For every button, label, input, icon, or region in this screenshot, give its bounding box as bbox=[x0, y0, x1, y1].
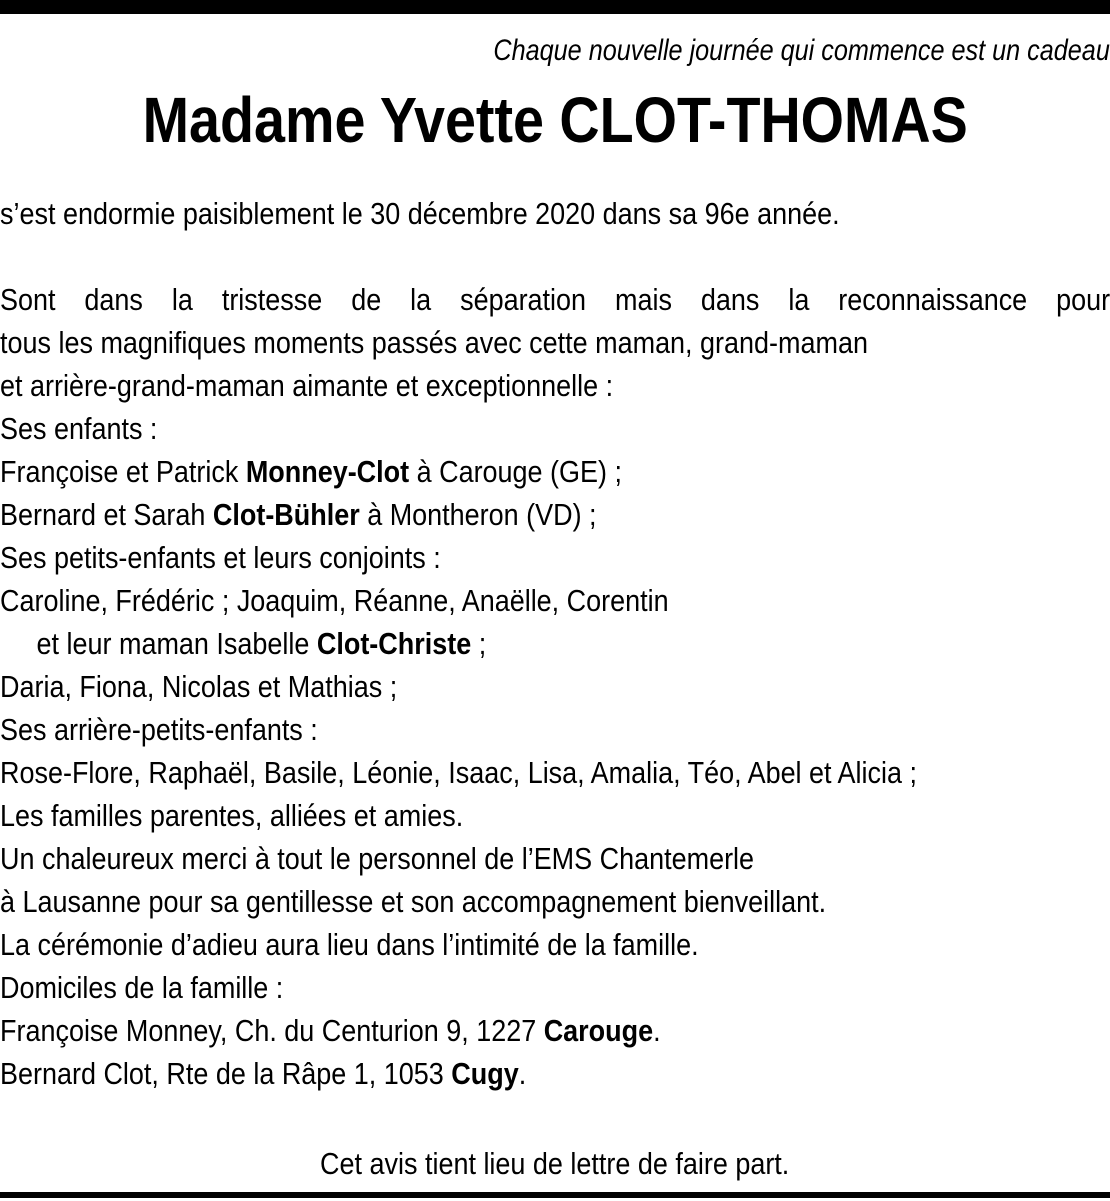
domiciles-heading: Domiciles de la famille : bbox=[0, 970, 284, 1005]
child-entry: Bernard et Sarah Clot-Bühler à Montheron (VD) ; bbox=[0, 497, 597, 532]
notice-body bbox=[0, 192, 1110, 1095]
footer-note bbox=[0, 1142, 1110, 1185]
children-heading: Ses enfants : bbox=[0, 411, 158, 446]
intro-line: s’est endormie paisiblement le 30 décembre 2020 dans sa 96e année. bbox=[0, 196, 840, 231]
thanks-line-2: à Lausanne pour sa gentillesse et son accompagnement bienveillant. bbox=[0, 884, 827, 919]
great-grandchildren-names: Rose-Flore, Raphaël, Basile, Léonie, Isaac, Lisa, Amalia, Téo, Abel et Alicia ; bbox=[0, 755, 917, 790]
grief-line-2: tous les magnifiques moments passés avec cette maman, grand-maman bbox=[0, 325, 868, 360]
paragraph-gap bbox=[0, 235, 1110, 278]
bottom-border-rule bbox=[0, 1192, 1110, 1198]
deceased-name-title bbox=[0, 80, 1110, 160]
epigraph-quote: Chaque nouvelle journée qui commence est un cadeau bbox=[493, 34, 1110, 67]
domicile-entry: Françoise Monney, Ch. du Centurion 9, 1227 Carouge. bbox=[0, 1013, 661, 1048]
domicile-entry: Bernard Clot, Rte de la Râpe 1, 1053 Cugy. bbox=[0, 1056, 527, 1091]
grief-line-1: Sont dans la tristesse de la séparation mais dans la reconnaissance pour bbox=[0, 282, 1110, 317]
domicile-town: Cugy bbox=[451, 1056, 519, 1091]
grief-line-3: et arrière-grand-maman aimante et exceptionnelle : bbox=[0, 368, 614, 403]
grandchildren-line: Caroline, Frédéric ; Joaquim, Réanne, Anaëlle, Corentin bbox=[0, 583, 669, 618]
family-surname: Clot-Bühler bbox=[212, 497, 360, 532]
footer-text: Cet avis tient lieu de lettre de faire part. bbox=[320, 1146, 790, 1181]
family-surname: Monney-Clot bbox=[245, 454, 410, 489]
domicile-town: Carouge bbox=[543, 1013, 654, 1048]
title-text: Madame Yvette CLOT-THOMAS bbox=[142, 84, 968, 156]
family-surname: Clot-Christe bbox=[316, 626, 472, 661]
grandchildren-line: Daria, Fiona, Nicolas et Mathias ; bbox=[0, 669, 398, 704]
thanks-line-1: Un chaleureux merci à tout le personnel de l’EMS Chantemerle bbox=[0, 841, 755, 876]
top-border-rule bbox=[0, 0, 1110, 14]
families-line: Les familles parentes, alliées et amies. bbox=[0, 798, 464, 833]
grandchildren-line: et leur maman Isabelle Clot-Christe ; bbox=[36, 626, 487, 661]
grandchildren-heading: Ses petits-enfants et leurs conjoints : bbox=[0, 540, 441, 575]
ceremony-line: La cérémonie d’adieu aura lieu dans l’intimité de la famille. bbox=[0, 927, 699, 962]
child-entry: Françoise et Patrick Monney-Clot à Carouge (GE) ; bbox=[0, 454, 622, 489]
great-grandchildren-heading: Ses arrière-petits-enfants : bbox=[0, 712, 318, 747]
